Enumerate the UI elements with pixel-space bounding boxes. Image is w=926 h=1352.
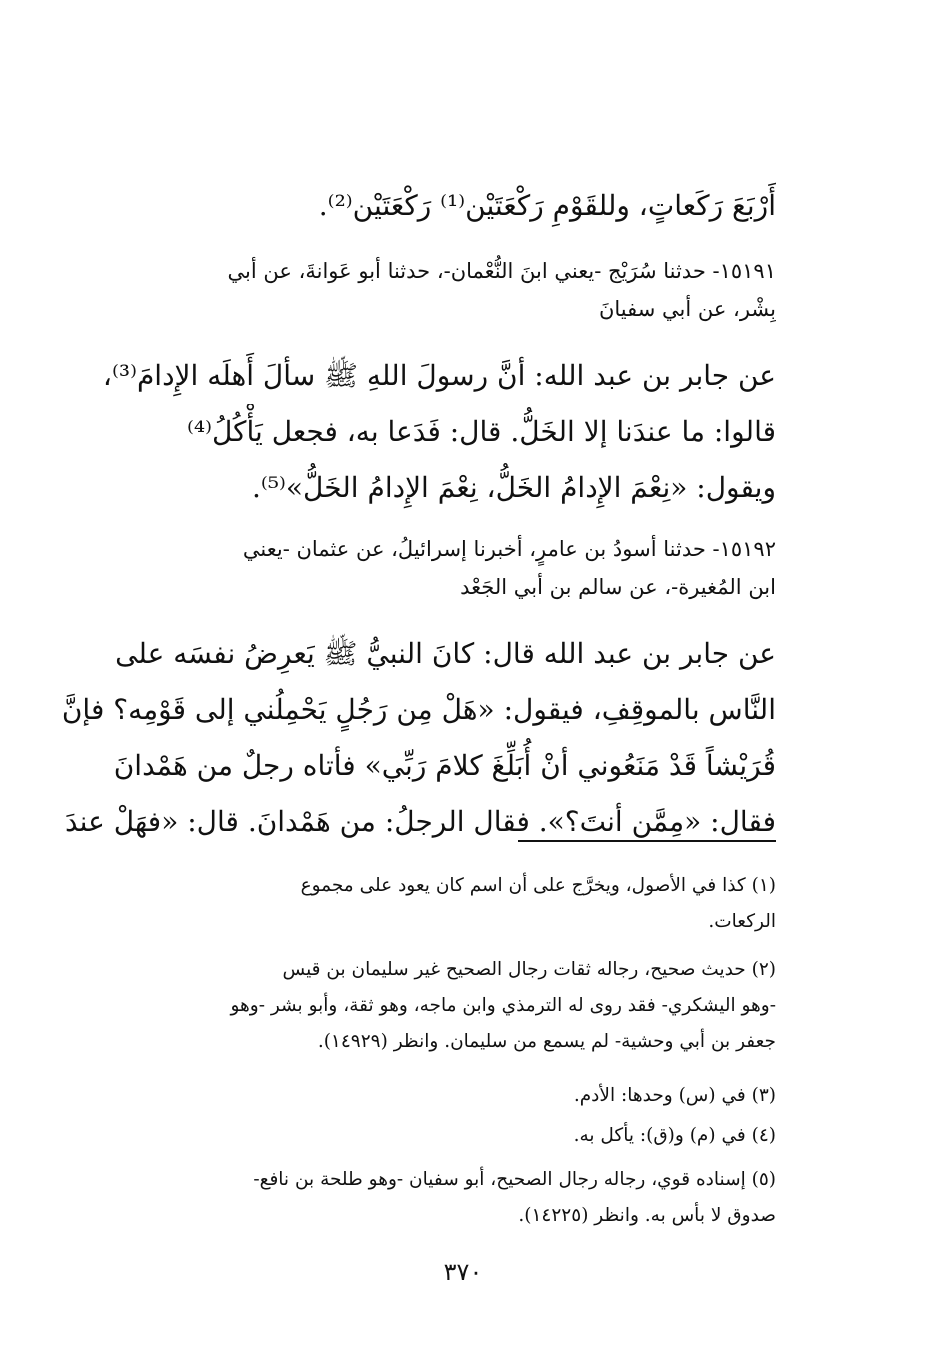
footnote-5 xyxy=(60,1162,776,1234)
text-line: -وهو اليشكري- فقد روى له الترمذي وابن ماجه، وهو ثقة، وأبو بشر -وهو xyxy=(230,995,776,1016)
text-line: جعفر بن أبي وحشية- لم يسمع من سليمان. وانظر (١٤٩٢٩). xyxy=(317,1031,776,1052)
text-line: عن جابر بن عبد الله: أنَّ رسولَ اللهِ ﷺ سألَ أَهلَه الإِدامَ⁽³⁾، xyxy=(102,359,776,392)
hadith-15192-matn xyxy=(60,626,776,850)
text-line: ١٥١٩٢- حدثنا أسودُ بن عامرٍ، أخبرنا إسرائيلُ، عن عثمان -يعني xyxy=(242,537,776,561)
footnote-4 xyxy=(60,1118,776,1154)
footnote-1 xyxy=(60,868,776,940)
text-line: ١٥١٩١- حدثنا سُرَيْج -يعني ابنَ النُّعْمان-، حدثنا أبو عَوانةَ، عن أبي xyxy=(227,259,776,283)
text-line: (٤) في (م) و(ق): يأكل به. xyxy=(573,1125,776,1146)
hadith-15191-matn xyxy=(60,348,776,516)
page-number: ٣٧٠ xyxy=(443,1258,483,1286)
text-line: عن جابر بن عبد الله قال: كانَ النبيُّ ﷺ يَعرِضُ نفسَه على xyxy=(115,637,776,670)
hadith-15191-isnad xyxy=(60,252,776,328)
text-line: قُرَيْشاً قَدْ مَنَعُوني أنْ أُبَلِّغَ كلامَ رَبِّي» فأتاه رجلٌ من هَمْدانَ xyxy=(113,749,776,782)
text-line: (٣) في (س) وحدها: الأدم. xyxy=(573,1085,776,1106)
text-line: ويقول: «نِعْمَ الإِدامُ الخَلُّ، نِعْمَ الإِدامُ الخَلُّ»⁽⁵⁾. xyxy=(251,471,776,504)
hadith-15192-isnad xyxy=(60,530,776,606)
text-line: أَرْبَعَ رَكَعاتٍ، وللقَوْمِ رَكْعَتَيْن⁽¹⁾ رَكْعَتَيْن⁽²⁾. xyxy=(318,189,776,222)
text-line: ابن المُغيرة-، عن سالم بن أبي الجَعْد xyxy=(460,575,776,599)
text-line: الركعات. xyxy=(708,911,776,932)
text-line: (٢) حديث صحيح، رجاله ثقات رجال الصحيح غير سليمان بن قيس xyxy=(282,959,776,980)
footnote-divider xyxy=(518,840,776,842)
footnote-3 xyxy=(60,1078,776,1114)
footnote-2 xyxy=(60,952,776,1060)
text-line: بِشْر، عن أبي سفيانَ xyxy=(598,297,776,321)
text-line: قالوا: ما عندَنا إلا الخَلُّ. قال: فَدَعا به، فجعل يَأْكُلُ⁽⁴⁾ xyxy=(186,415,776,448)
text-line: فقال: «مِمَّن أنتَ؟». فقال الرجلُ: من هَمْدانَ. قال: «فهَلْ عندَ xyxy=(64,805,776,838)
text-line: النَّاس بالموقِفِ، فيقول: «هَلْ مِن رَجُلٍ يَحْمِلُني إلى قَوْمِه؟ فإنَّ xyxy=(61,693,776,726)
text-line: (٥) إسناده قوي، رجاله رجال الصحيح، أبو سفيان -وهو طلحة بن نافع- xyxy=(253,1169,776,1190)
paragraph-continuation xyxy=(60,178,776,234)
text-line: صدوق لا بأس به. وانظر (١٤٢٢٥). xyxy=(518,1205,776,1226)
text-line: (١) كذا في الأصول، ويخرَّج على أن اسم كان يعود على مجموع xyxy=(300,875,776,896)
